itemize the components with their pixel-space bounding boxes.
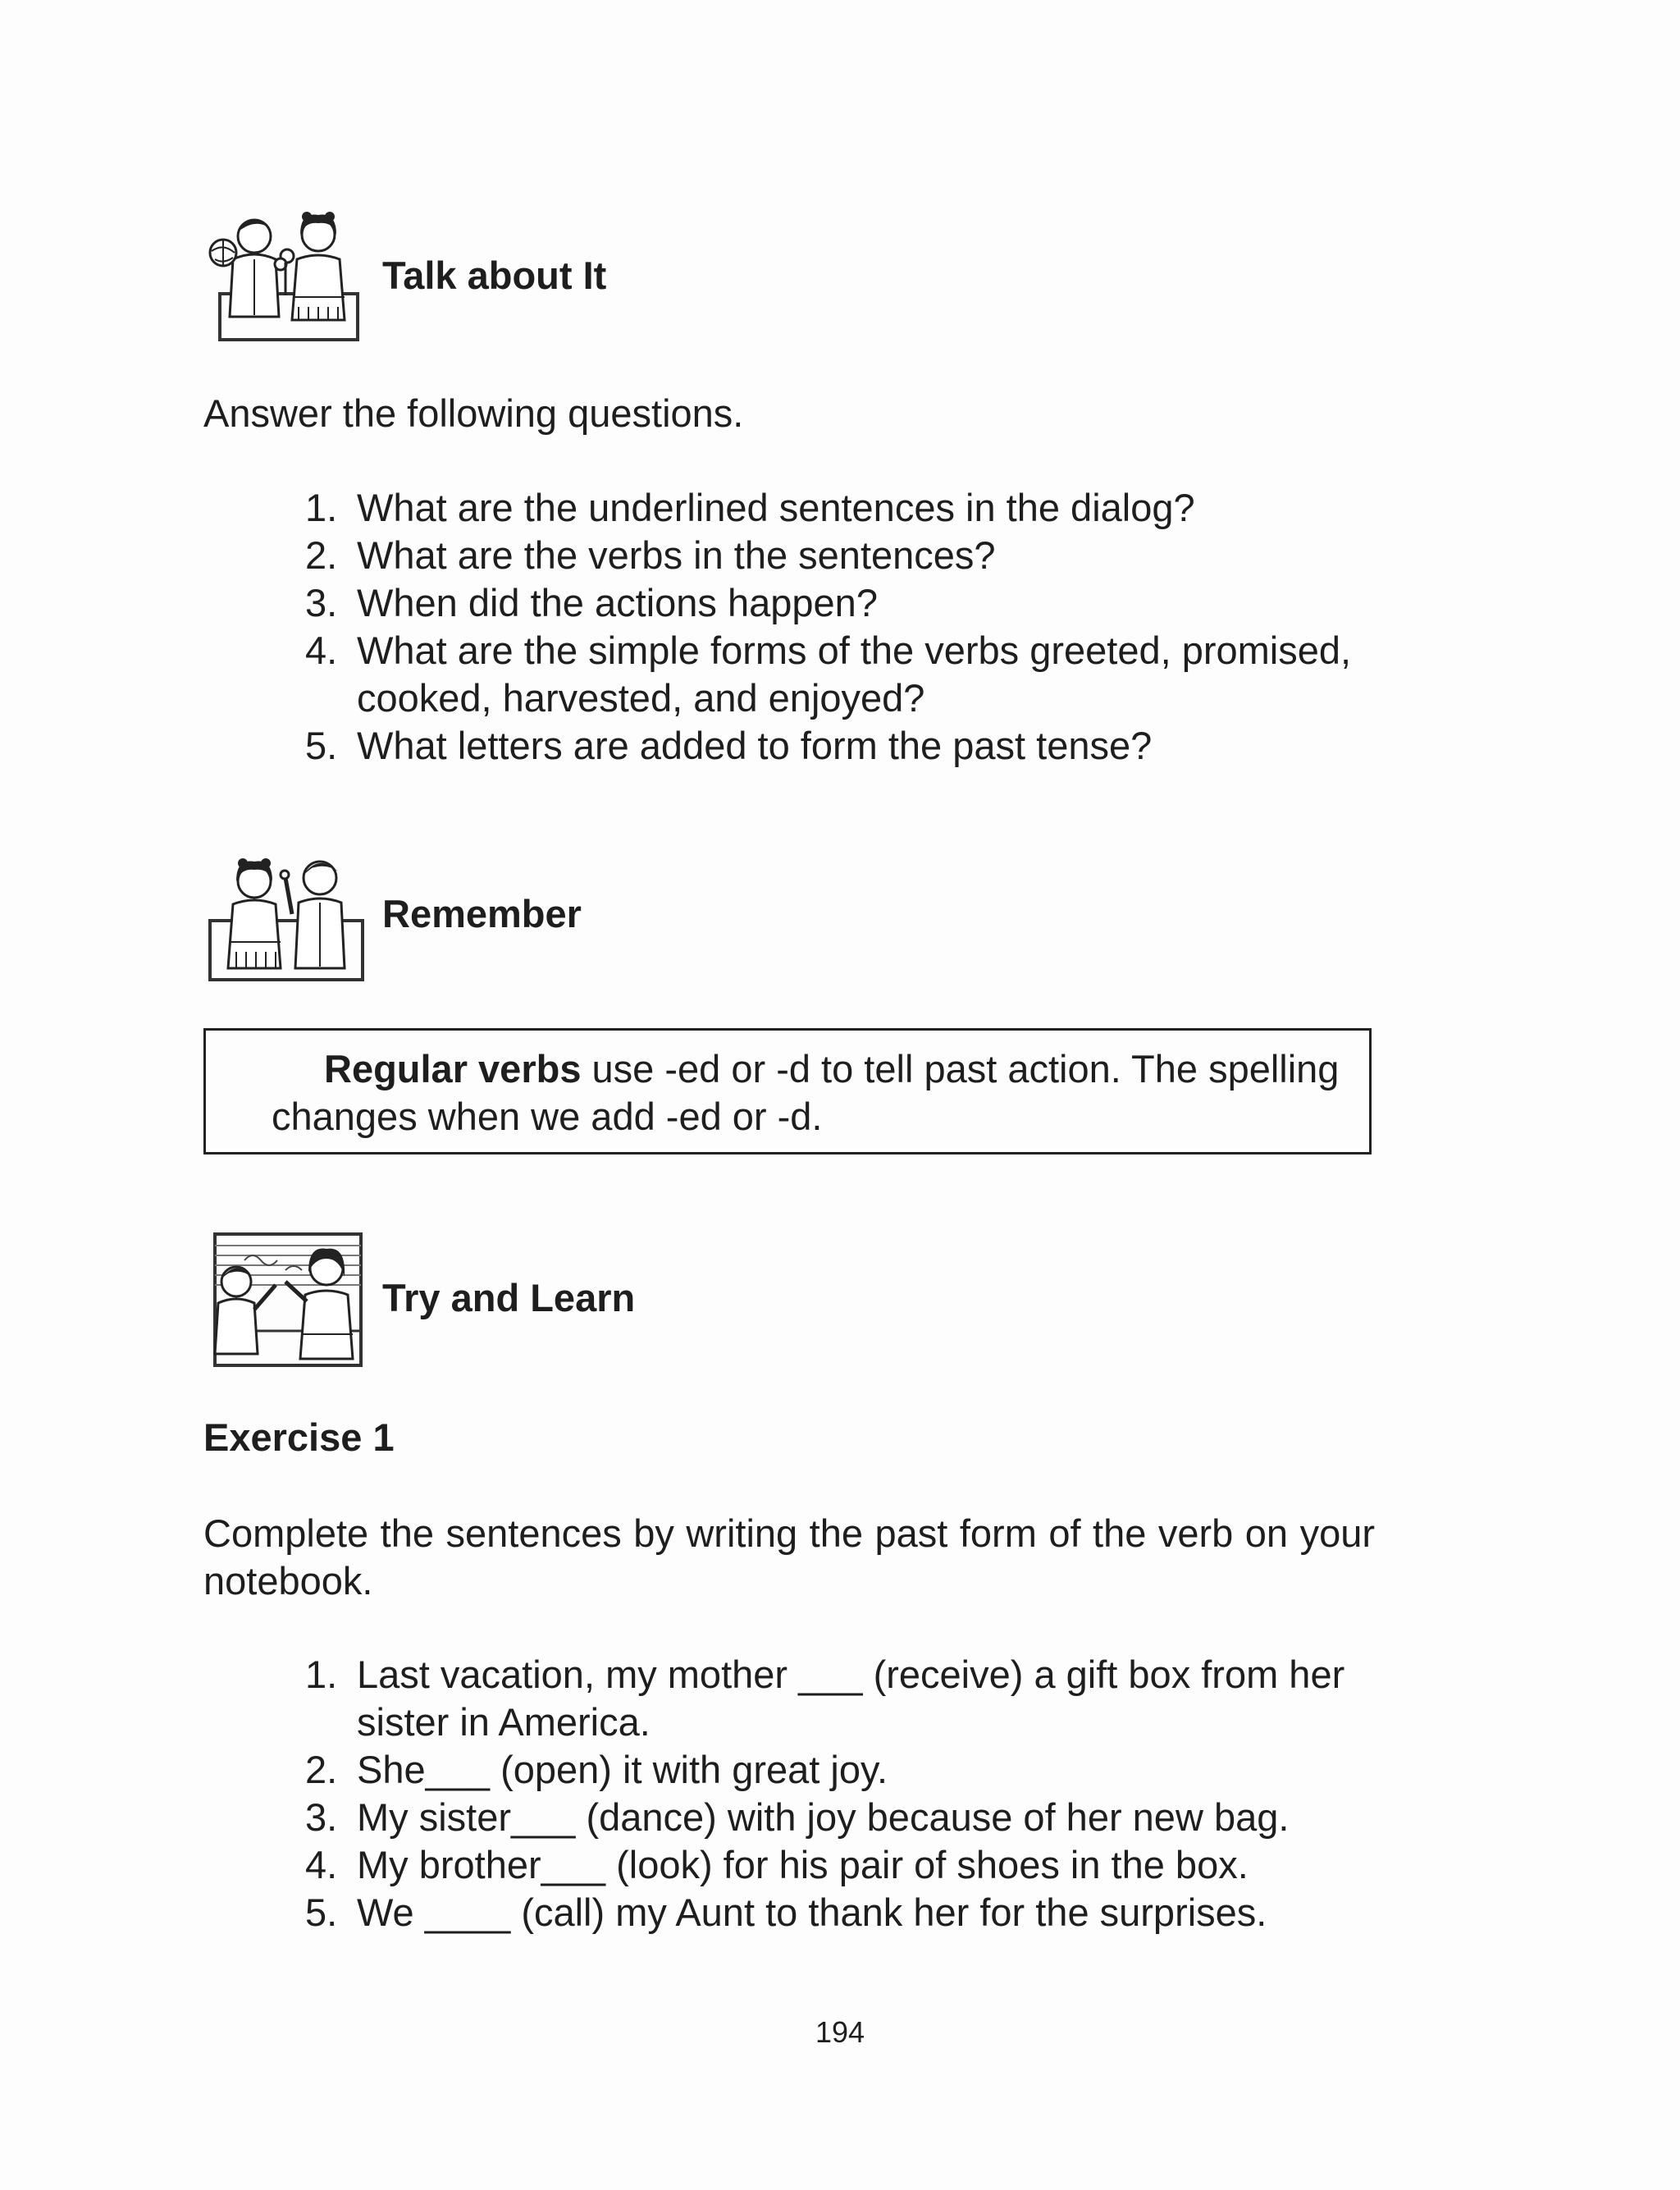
list-item-number: 5. <box>305 1891 338 1934</box>
list-item-number: 5. <box>305 724 338 767</box>
exercise-item-list <box>305 1651 1375 1936</box>
list-item <box>305 484 1375 532</box>
list-item <box>305 722 1375 770</box>
list-item-text: What letters are added to form the past tense? <box>357 724 1153 767</box>
list-item-text: Last vacation, my mother ___ (receive) a gift box from her sister in America. <box>357 1653 1345 1744</box>
list-item-number: 4. <box>305 629 338 672</box>
list-item-number: 1. <box>305 486 338 529</box>
talk-section-title: Talk about It <box>382 254 607 297</box>
list-item <box>305 579 1375 627</box>
list-item-text: She___ (open) it with great joy. <box>357 1748 888 1791</box>
list-item <box>305 1746 1375 1794</box>
list-item <box>305 627 1375 722</box>
list-item-text: What are the simple forms of the verbs greeted, promised, cooked, harvested, and enjoyed? <box>357 629 1352 720</box>
rule-bold-term: Regular verbs <box>324 1047 582 1090</box>
rule-body: use -ed or -d to tell past action. The spelling changes when we add -ed or -d. <box>272 1047 1340 1138</box>
remember-children-illustration-icon <box>203 845 368 985</box>
list-item-number: 2. <box>305 1748 338 1791</box>
list-item-text: What are the verbs in the sentences? <box>357 533 996 577</box>
list-item-text: We ____ (call) my Aunt to thank her for the surprises. <box>357 1891 1267 1934</box>
list-item <box>305 1794 1375 1841</box>
list-item-text: My brother___ (look) for his pair of shoes in the box. <box>357 1843 1249 1886</box>
try-children-illustration-icon <box>203 1231 368 1370</box>
try-section-title: Try and Learn <box>382 1276 636 1319</box>
list-item-number: 4. <box>305 1843 338 1886</box>
exercise-instructions: Complete the sentences by writing the past form of the verb on your notebook. <box>203 1511 1375 1602</box>
rule-box <box>203 1028 1372 1154</box>
list-item-text: My sister___ (dance) with joy because of her new bag. <box>357 1795 1290 1839</box>
list-item <box>305 1651 1375 1746</box>
list-item-number: 3. <box>305 581 338 624</box>
talk-question-list <box>305 484 1375 770</box>
page-number: 194 <box>815 2015 865 2049</box>
list-item <box>305 1841 1375 1889</box>
talk-children-illustration-icon <box>203 205 368 343</box>
list-item-number: 2. <box>305 533 338 577</box>
list-item-number: 1. <box>305 1653 338 1696</box>
list-item <box>305 1889 1375 1936</box>
rule-text <box>272 1045 1363 1141</box>
exercise-title: Exercise 1 <box>203 1415 395 1459</box>
list-item <box>305 532 1375 579</box>
list-item-number: 3. <box>305 1795 338 1839</box>
remember-section-title: Remember <box>382 892 582 935</box>
list-item-text: What are the underlined sentences in the dialog? <box>357 486 1195 529</box>
talk-intro-text: Answer the following questions. <box>203 391 744 435</box>
list-item-text: When did the actions happen? <box>357 581 878 624</box>
